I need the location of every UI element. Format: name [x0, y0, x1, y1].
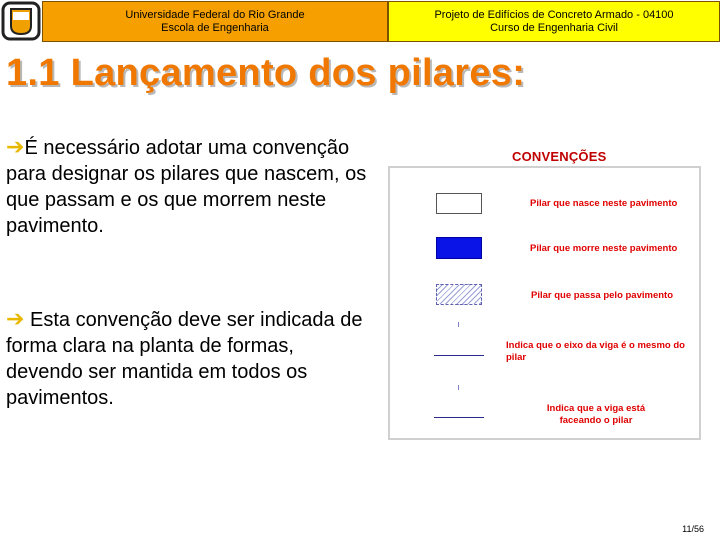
arrow-right-icon: ➔ — [6, 134, 25, 159]
header-course — [388, 1, 720, 42]
header-school-name: Escola de Engenharia — [161, 21, 269, 34]
bullet-paragraph-1 — [6, 134, 376, 239]
arrow-right-icon: ➔ — [6, 306, 25, 331]
bullet-text-2: Esta convenção deve ser indicada de forma clara na planta de formas, devendo ser mantida em todos os pavimentos. — [6, 309, 363, 409]
bullet-text-1: É necessário adotar uma convenção para designar os pilares que nascem, os que passam e os que morrem neste pavimento. — [6, 137, 367, 237]
header-university-name: Universidade Federal do Rio Grande — [125, 8, 305, 21]
beam-axis-line-symbol — [434, 355, 484, 356]
pillar-ends-symbol — [436, 237, 482, 259]
legend-label-pillar-starts: Pilar que nasce neste pavimento — [530, 198, 678, 209]
header-course-name: Curso de Engenharia Civil — [490, 21, 618, 34]
beam-axis-tick — [458, 322, 459, 327]
pillar-passes-symbol — [436, 284, 482, 305]
header-institution — [42, 1, 388, 42]
slide-title: 1.1 Lançamento dos pilares: — [6, 52, 526, 94]
legend-label-beam-axis: Indica que o eixo da viga é o mesmo do pilar — [506, 340, 685, 363]
legend-label-beam-face: Indica que a viga está faceando o pilar — [546, 403, 646, 426]
pillar-starts-symbol — [436, 193, 482, 214]
header-project-name: Projeto de Edifícios de Concreto Armado - 04100 — [434, 8, 674, 21]
figure-title: CONVENÇÕES — [512, 149, 607, 164]
beam-face-tick — [458, 385, 459, 390]
legend-label-pillar-ends: Pilar que morre neste pavimento — [530, 243, 678, 254]
university-logo-icon — [0, 0, 42, 42]
bullet-paragraph-2 — [6, 306, 376, 411]
legend-label-pillar-passes: Pilar que passa pelo pavimento — [531, 290, 674, 301]
page-number: 11/56 — [682, 524, 704, 534]
beam-face-line-symbol — [434, 417, 484, 418]
